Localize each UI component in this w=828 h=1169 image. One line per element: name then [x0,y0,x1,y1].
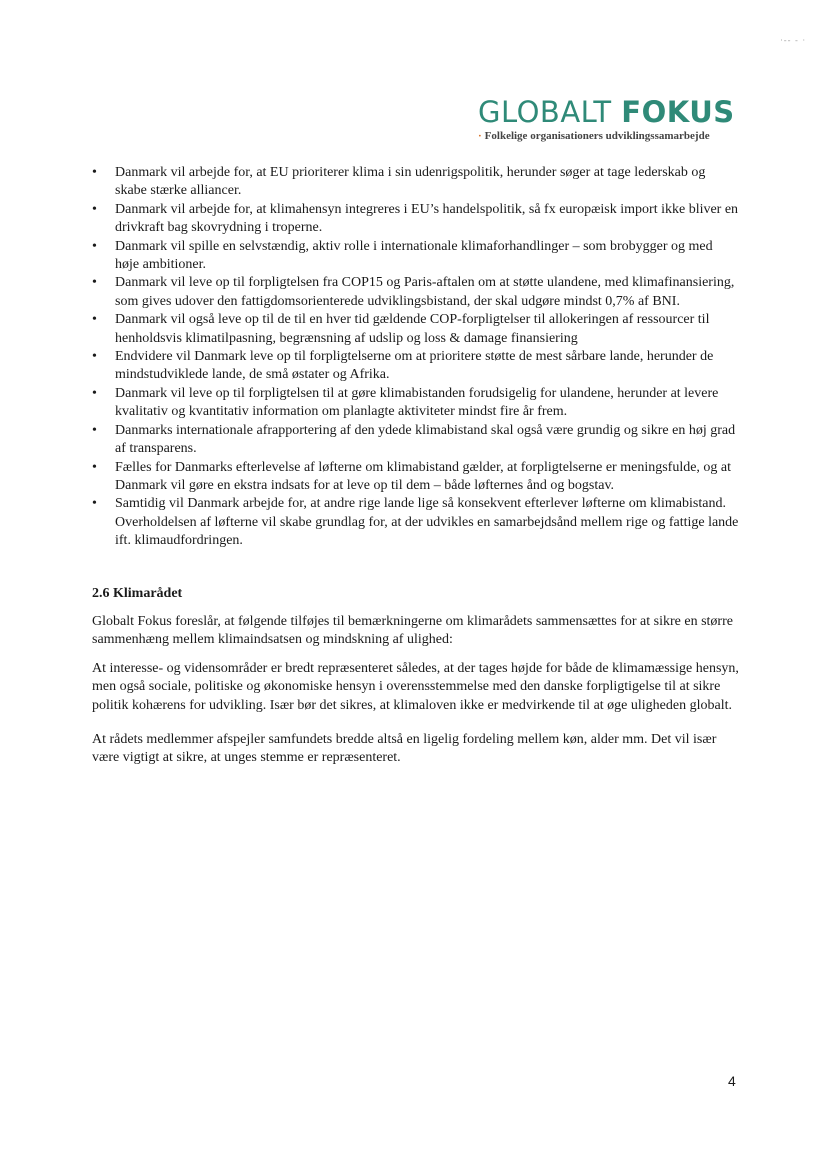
logo-title [478,96,738,128]
list-item-text: Danmark vil spille en selvstændig, aktiv rolle i internationale klimaforhandlinger – som brobygger og med høje ambitioner. [115,238,713,273]
bullet-icon: • [92,422,97,438]
list-item-text: Danmark vil arbejde for, at klimahensyn integreres i EU’s handelspolitik, så fx europæisk import ikke bliver en drivkraft bag skovrydning i troperne. [115,201,739,236]
tagline-dot: · [478,130,482,142]
bullet-icon: • [92,201,97,217]
bullet-icon: • [92,496,97,512]
list-item [92,311,740,348]
logo-tagline [478,130,738,142]
paragraph: At interesse- og vidensområder er bredt repræsenteret således, at der tages højde for både de klimamæssige hensyn, men også sociale, politiske og økonomiske hensyn i overensstemmelse med den danske forpligtigelse til at sikre politik kohærens for udvikling. Især bør det sikres, at klimaloven ikke er medvirkende til at øge uligheden globalt. [92,660,739,713]
list-item [92,422,740,459]
list-item-text: Fælles for Danmarks efterlevelse af løfterne om klimabistand gælder, at forpligtelserne er meningsfulde, og at Danmark vil gøre en ekstra indsats for at leve op til dem – både løfternes ånd og bogstav. [115,459,732,493]
paragraph: At rådets medlemmer afspejler samfundets bredde altså en ligelig fordeling mellem køn, alder mm. Det vil især være vigtigt at sikre, at unges stemme er repræsenteret. [92,731,717,766]
list-item [92,164,740,201]
list-item [92,274,740,311]
list-item [92,459,740,496]
list-item [92,238,740,275]
list-item-text: Danmark vil leve op til forpligtelsen til at gøre klimabistanden forudsigelig for ulandene, herunder at levere kvalitativ og kvantitativ information om planlagte aktiviteter mindst fire år frem. [115,385,719,420]
scan-artifact: ·‐‐ ‐ · [780,36,806,45]
document-body [92,164,740,778]
list-item-text: Samtidig vil Danmark arbejde for, at andre rige lande lige så konsekvent efterlever løfterne om klimabistand. Overholdelsen af løfterne vil skabe grundlag for, at der udvikles en samarbejdsånd mellem rige og fattige lande ift. klimaudfordringen. [115,496,739,549]
list-item [92,385,740,422]
list-item-text: Danmark vil arbejde for, at EU prioriterer klima i sin udenrigspolitik, herunder søger at tage lederskab og skabe stærke alliancer. [115,165,706,199]
bullet-icon: • [92,385,97,401]
section-heading: 2.6 Klimarådet [92,585,183,601]
tagline-text: Folkelige organisationers udviklingssamarbejde [484,130,710,142]
bullet-list [92,164,740,551]
list-item-text: Danmarks internationale afrapportering af den ydede klimabistand skal også være grundig og sikre en høj grad af transparens. [115,422,736,457]
list-item-text: Danmark vil også leve op til de til en hver tid gældende COP-forpligtelser til allokeringen af ressourcer til henholdsvis klimatilpasning, begrænsning af udslip og loss & damage finansiering [115,312,710,346]
list-item [92,495,740,550]
bullet-icon: • [92,165,97,180]
logo-light: GLOBALT [478,95,622,129]
bullet-icon: • [92,349,97,365]
bullet-icon: • [92,238,97,254]
list-item-text: Danmark vil leve op til forpligtelsen fra COP15 og Paris-aftalen om at støtte ulandene, med klimafinansiering, som gives udover den fattigdomsorienterede udviklingsbistand, der skal udgøre mindst 0,7% af BNI. [115,275,735,309]
list-item-text: Endvidere vil Danmark leve op til forpligtelserne om at prioritere støtte de mest sårbare lande, herunder de mindstudviklede lande, de små østater og Afrika. [115,349,714,383]
bullet-icon: • [92,459,97,475]
bullet-icon: • [92,312,97,328]
globalt-fokus-logo [478,96,738,142]
bullet-icon: • [92,275,97,291]
page-number: 4 [728,1073,736,1089]
list-item [92,348,740,385]
list-item [92,201,740,238]
logo-bold: FOKUS [621,95,735,129]
paragraph: Globalt Fokus foreslår, at følgende tilføjes til bemærkningerne om klimarådets sammensættes for at sikre en større sammenhæng mellem klimaindsatsen og mindskning af ulighed: [92,613,733,648]
